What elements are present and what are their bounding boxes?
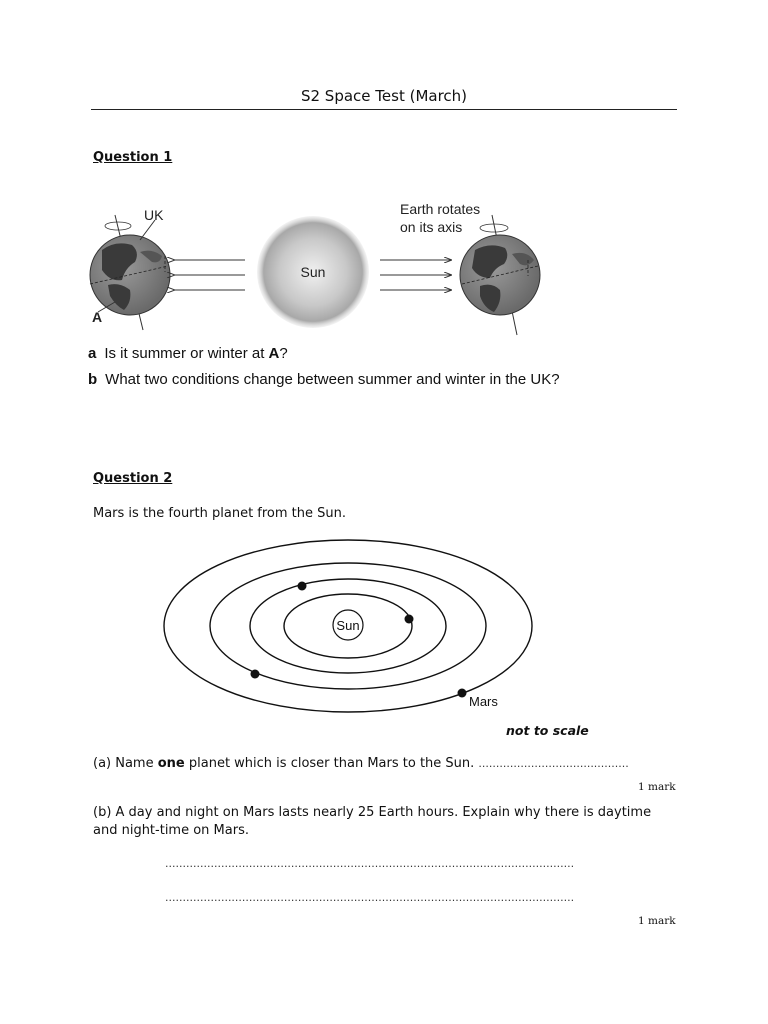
- question-1-heading: Question 1: [93, 150, 173, 165]
- question-2a: (a) Name one planet which is closer than Mars to the Sun. ...........................................: [93, 756, 629, 771]
- title-divider: [91, 109, 677, 110]
- orbit-diagram: [160, 535, 540, 715]
- right-earth: [460, 215, 540, 335]
- part-letter-a: a: [88, 345, 97, 362]
- label-sun: Sun: [300, 264, 326, 280]
- answer-line-2b-2[interactable]: .....................................................................................................................: [165, 891, 575, 904]
- orbit-label-sun: Sun: [336, 618, 360, 633]
- seasons-diagram: [80, 190, 560, 340]
- marks-2a: 1 mark: [638, 781, 676, 793]
- not-to-scale-caption: not to scale: [506, 723, 589, 738]
- mars-dot: [458, 689, 467, 698]
- part-letter-b: b: [88, 371, 98, 388]
- question-1b: b What two conditions change between summer and winter in the UK?: [88, 371, 560, 388]
- planet-dot: [251, 670, 260, 679]
- question-1a: a Is it summer or winter at A?: [88, 345, 288, 362]
- label-earth-rotates-1: Earth rotates: [400, 201, 481, 217]
- question-2b-line-2: and night-time on Mars.: [93, 823, 249, 838]
- planet-dot: [298, 582, 307, 591]
- page-title: S2 Space Test (March): [300, 87, 468, 105]
- question-2-heading: Question 2: [93, 471, 173, 486]
- answer-line-2a[interactable]: ...........................................: [478, 757, 629, 770]
- label-uk: UK: [144, 207, 164, 223]
- answer-line-2b-1[interactable]: .....................................................................................................................: [165, 857, 575, 870]
- marks-2b: 1 mark: [638, 915, 676, 927]
- planet-dot: [405, 615, 414, 624]
- question-2-intro: Mars is the fourth planet from the Sun.: [93, 506, 347, 521]
- label-a: A: [92, 309, 103, 325]
- label-earth-rotates-2: on its axis: [400, 219, 463, 235]
- question-2b-line-1: (b) A day and night on Mars lasts nearly 25 Earth hours. Explain why there is daytime: [93, 805, 652, 820]
- label-mars: Mars: [469, 694, 498, 709]
